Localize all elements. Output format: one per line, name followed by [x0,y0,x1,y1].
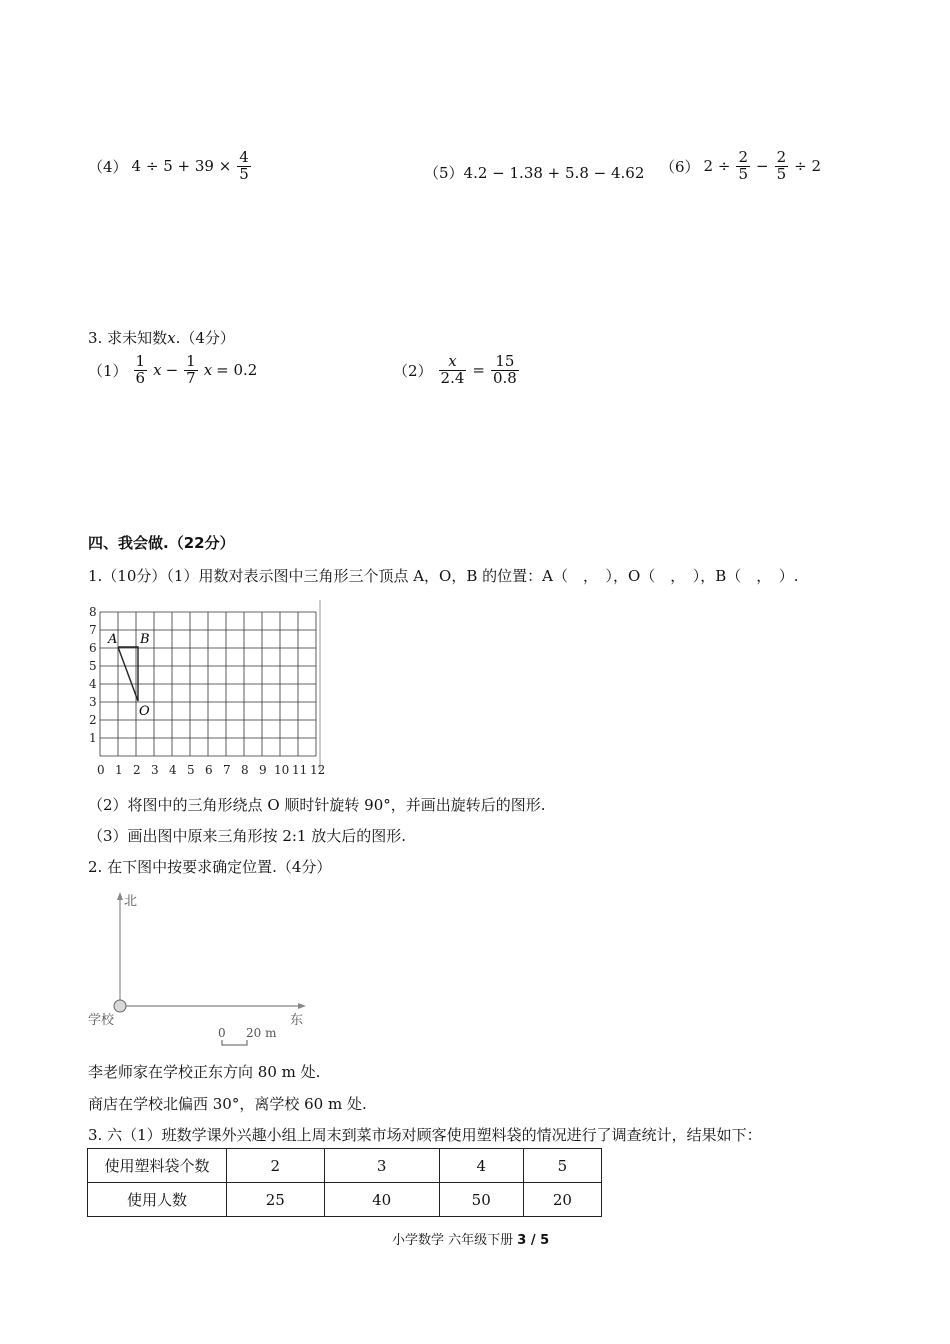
x-tick-label: 7 [223,763,231,777]
equals-sign: = [472,361,485,380]
problem-2-line-1: 李老师家在学校正东方向 80 m 处. [88,1063,321,1081]
fraction-denominator: 5 [239,164,249,183]
y-tick-label: 6 [89,641,97,655]
x-tick-label: 8 [241,763,249,777]
section-heading: 四、我会做.（22分） [88,534,235,552]
direction-map [86,888,316,1050]
fraction-numerator: 4 [239,148,249,166]
x-tick-label: 12 [310,763,326,777]
solve-title [88,327,235,348]
fraction-denominator: 5 [776,164,787,183]
point-a-label: A [108,632,118,647]
minus-sign: − [755,157,769,176]
calc-q4-label: （4） [88,157,128,176]
calc-q5-expr: 4.2 − 1.38 + 5.8 − 4.62 [463,164,645,182]
y-tick-label: 8 [89,605,97,619]
solve-q1 [88,354,257,387]
calc-q6-part-a: 2 ÷ [703,157,731,176]
fraction-denominator: 0.8 [492,368,517,387]
point-b-label: B [140,632,150,647]
x-tick-label: 6 [205,763,213,777]
x-tick-label: 3 [151,763,159,777]
solve-q2-label: （2） [393,361,433,380]
calc-q6-fraction-1 [736,150,750,183]
problem-2-title: 2. 在下图中按要求确定位置.（4分） [88,858,332,876]
solve-title-prefix: 3. 求未知数 [88,329,168,347]
fraction-numerator: 1 [135,352,146,370]
page-footer [392,1229,549,1248]
y-axis-labels [89,605,97,745]
calc-q5 [424,162,644,183]
north-label: 北 [124,894,138,909]
fraction-numerator: 2 [776,148,787,166]
solve-q1-label: （1） [88,361,128,380]
scale-zero-label: 0 [218,1026,226,1040]
problem-1-part-3: （3）画出图中原来三角形按 2:1 放大后的图形. [88,827,406,845]
fraction-numerator: 1 [186,352,196,370]
x-tick-label: 1 [115,763,123,777]
fraction-denominator: 2.4 [440,368,465,387]
fraction-numerator: x [439,354,467,371]
school-label: 学校 [88,1013,115,1028]
variable-x: x [203,361,213,380]
table-cell: 使用塑料袋个数 [88,1149,227,1183]
solve-q1-rhs: = 0.2 [216,361,258,380]
y-tick-label: 2 [89,713,97,727]
y-tick-label: 7 [89,623,97,637]
coordinate-grid [86,598,331,778]
solve-q1-fraction-1 [134,354,148,387]
scale-value-label: 20 m [246,1026,277,1040]
calc-q4 [88,150,253,183]
table-cell: 25 [227,1183,325,1217]
x-tick-label: 4 [169,763,177,777]
fraction-numerator: 2 [738,148,748,166]
east-label: 东 [290,1013,304,1028]
minus-sign: − [165,361,179,380]
table-cell: 20 [523,1183,601,1217]
footer-subject: 小学数学 六年级下册 [392,1233,514,1248]
east-arrow-icon [298,1003,306,1009]
triangle-aob [118,647,138,701]
solve-title-suffix: .（4分） [175,329,235,347]
school-marker-icon [114,1000,126,1012]
calc-q6-fraction-2 [775,150,789,183]
table-cell: 50 [439,1183,523,1217]
table-cell: 3 [324,1149,439,1183]
y-tick-label: 1 [89,731,97,745]
x-tick-label: 10 [274,763,290,777]
y-tick-label: 4 [89,677,97,691]
x-tick-label: 11 [292,763,308,777]
table-row [88,1149,602,1183]
y-tick-label: 5 [89,659,97,673]
scale-bar [222,1040,247,1045]
table-cell: 2 [227,1149,325,1183]
table-cell: 40 [324,1183,439,1217]
y-tick-label: 3 [89,695,97,709]
calc-q6 [660,150,821,183]
solve-q2 [393,354,521,387]
fraction-denominator: 6 [135,368,146,387]
problem-3-title: 3. 六（1）班数学课外兴趣小组上周末到菜市场对顾客使用塑料袋的情况进行了调查统计，结果如下： [88,1126,762,1144]
x-axis-labels [97,763,325,777]
variable-x: x [153,361,162,380]
fraction-numerator: 15 [491,354,519,371]
x-tick-label: 0 [97,763,105,777]
north-arrow-icon [117,892,123,900]
solve-q2-fraction-1 [439,354,467,387]
calc-q4-fraction [237,150,251,183]
table-cell: 4 [439,1149,523,1183]
calc-q6-part-b: ÷ 2 [794,157,821,176]
fraction-denominator: 7 [186,368,196,387]
calc-q4-expr: 4 ÷ 5 + 39 × [131,157,232,176]
table-row [88,1183,602,1217]
problem-1-intro: 1.（10分）（1）用数对表示图中三角形三个顶点 A，O，B 的位置：A（ ， ），O（ ， ），B（ ， ）. [88,567,799,585]
problem-2-line-2: 商店在学校北偏西 30°，离学校 60 m 处. [88,1095,367,1113]
x-tick-label: 9 [259,763,267,777]
problem-1-part-2: （2）将图中的三角形绕点 O 顺时针旋转 90°，并画出旋转后的图形. [88,796,546,814]
x-tick-label: 5 [187,763,195,777]
solve-title-variable: x [167,329,176,347]
point-o-label: O [139,704,150,719]
solve-q2-fraction-2 [491,354,519,387]
table-cell: 5 [523,1149,601,1183]
calc-q5-label: （5） [424,164,464,182]
table-cell: 使用人数 [88,1183,227,1217]
fraction-denominator: 5 [738,164,748,183]
calc-q6-label: （6） [660,157,700,176]
x-tick-label: 2 [133,763,141,777]
solve-q1-fraction-2 [184,354,198,387]
survey-table [87,1148,602,1217]
footer-page-number: 3 / 5 [517,1233,550,1248]
